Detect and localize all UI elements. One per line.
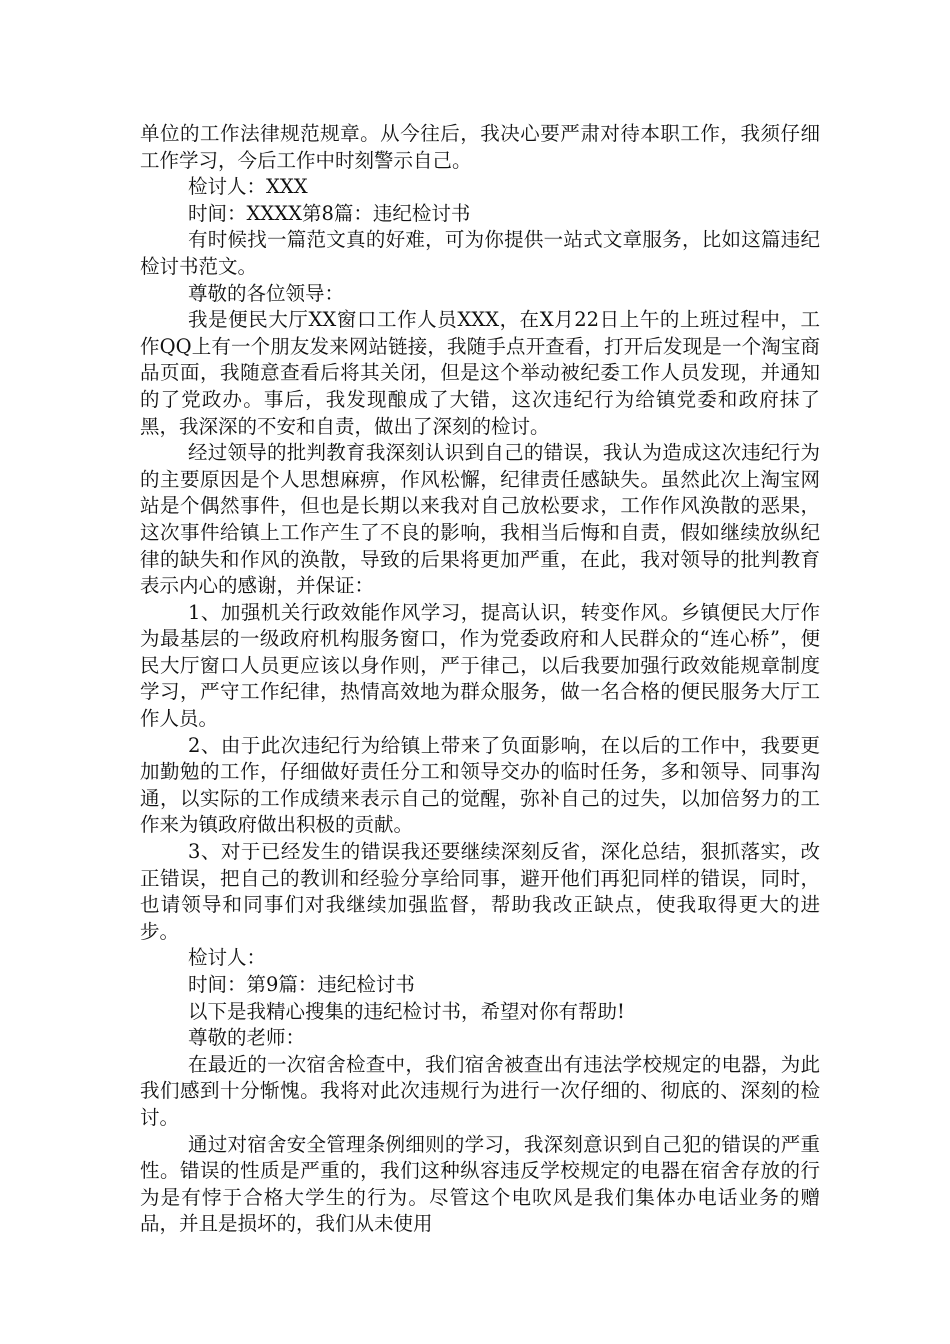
document-body <box>140 121 820 1238</box>
paragraph: 通过对宿舍安全管理条例细则的学习，我深刻意识到自己犯的错误的严重性。错误的性质是严重的，我们这种纵容违反学校规定的电器在宿舍存放的行为是有悖于合格大学生的行为。尽管这个电吹风是我们集体办电话业务的赠品，并且是损坏的，我们从未使用 <box>140 1132 820 1236</box>
paragraph: 1、加强机关行政效能作风学习，提高认识，转变作风。乡镇便民大厅作为最基层的一级政府机构服务窗口，作为党委政府和人民群众的“连心桥”，便民大厅窗口人员更应该以身作则，严于律己，以后我要加强行政效能规章制度学习，严守工作纪律，热情高效地为群众服务，做一名合格的便民服务大厅工作人员。 <box>140 600 820 731</box>
paragraph: 3、对于已经发生的错误我还要继续深刻反省，深化总结，狠抓落实，改正错误，把自己的教训和经验分享给同事，避开他们再犯同样的错误，同时，也请领导和同事们对我继续加强监督，帮助我改正缺点，使我取得更大的进步。 <box>140 840 820 943</box>
paragraph: 尊敬的各位领导： <box>188 281 345 305</box>
paragraph: 我是便民大厅XX窗口工作人员XXX，在X月22日上午的上班过程中，工作QQ上有一个朋友发来网站链接，我随手点开查看，打开后发现是一个淘宝商品页面，我随意查看后将其关闭，但是这个举动被纪委工作人员发现，并通知的了党政办。事后，我发现酿成了大错，这次违纪行为给镇党委和政府抹了黑，我深深的不安和自责，做出了深刻的检讨。 <box>140 308 820 438</box>
paragraph: 检讨人：XXX <box>188 175 308 199</box>
paragraph: 2、由于此次违纪行为给镇上带来了负面影响，在以后的工作中，我要更加勤勉的工作，仔细做好责任分工和领导交办的临时任务，多和领导、同事沟通，以实际的工作成绩来表示自己的觉醒，弥补自己的过失，以加倍努力的工作来为镇政府做出积极的贡献。 <box>140 733 820 837</box>
paragraph: 检讨人： <box>188 946 267 970</box>
paragraph: 在最近的一次宿舍检查中，我们宿舍被查出有违法学校规定的电器，为此我们感到十分惭愧。我将对此次违规行为进行一次仔细的、彻底的、深刻的检讨。 <box>140 1052 820 1129</box>
paragraph: 时间：XXXX第8篇：违纪检讨书 <box>188 201 471 225</box>
paragraph: 尊敬的老师： <box>188 1026 306 1050</box>
paragraph: 有时候找一篇范文真的好难，可为你提供一站式文章服务，比如这篇违纪检讨书范文。 <box>140 228 820 278</box>
paragraph: 经过领导的批判教育我深刻认识到自己的错误，我认为造成这次违纪行为的主要原因是个人思想麻痹，作风松懈，纪律责任感缺失。虽然此次上淘宝网站是个偶然事件，但也是长期以来我对自己放松要求，工作作风涣散的恶果，这次事件给镇上工作产生了不良的影响，我相当后悔和自责，假如继续放纵纪律的缺失和作风的涣散，导致的后果将更加严重，在此，我对领导的批判教育表示内心的感谢，并保证： <box>140 441 820 598</box>
paragraph: 以下是我精心搜集的违纪检讨书，希望对你有帮助! <box>188 999 625 1023</box>
paragraph: 时间：第9篇：违纪检讨书 <box>188 973 415 996</box>
paragraph: 单位的工作法律规范规章。从今往后，我决心要严肃对待本职工作，我须仔细工作学习，今后工作中时刻警示自己。 <box>140 122 820 172</box>
